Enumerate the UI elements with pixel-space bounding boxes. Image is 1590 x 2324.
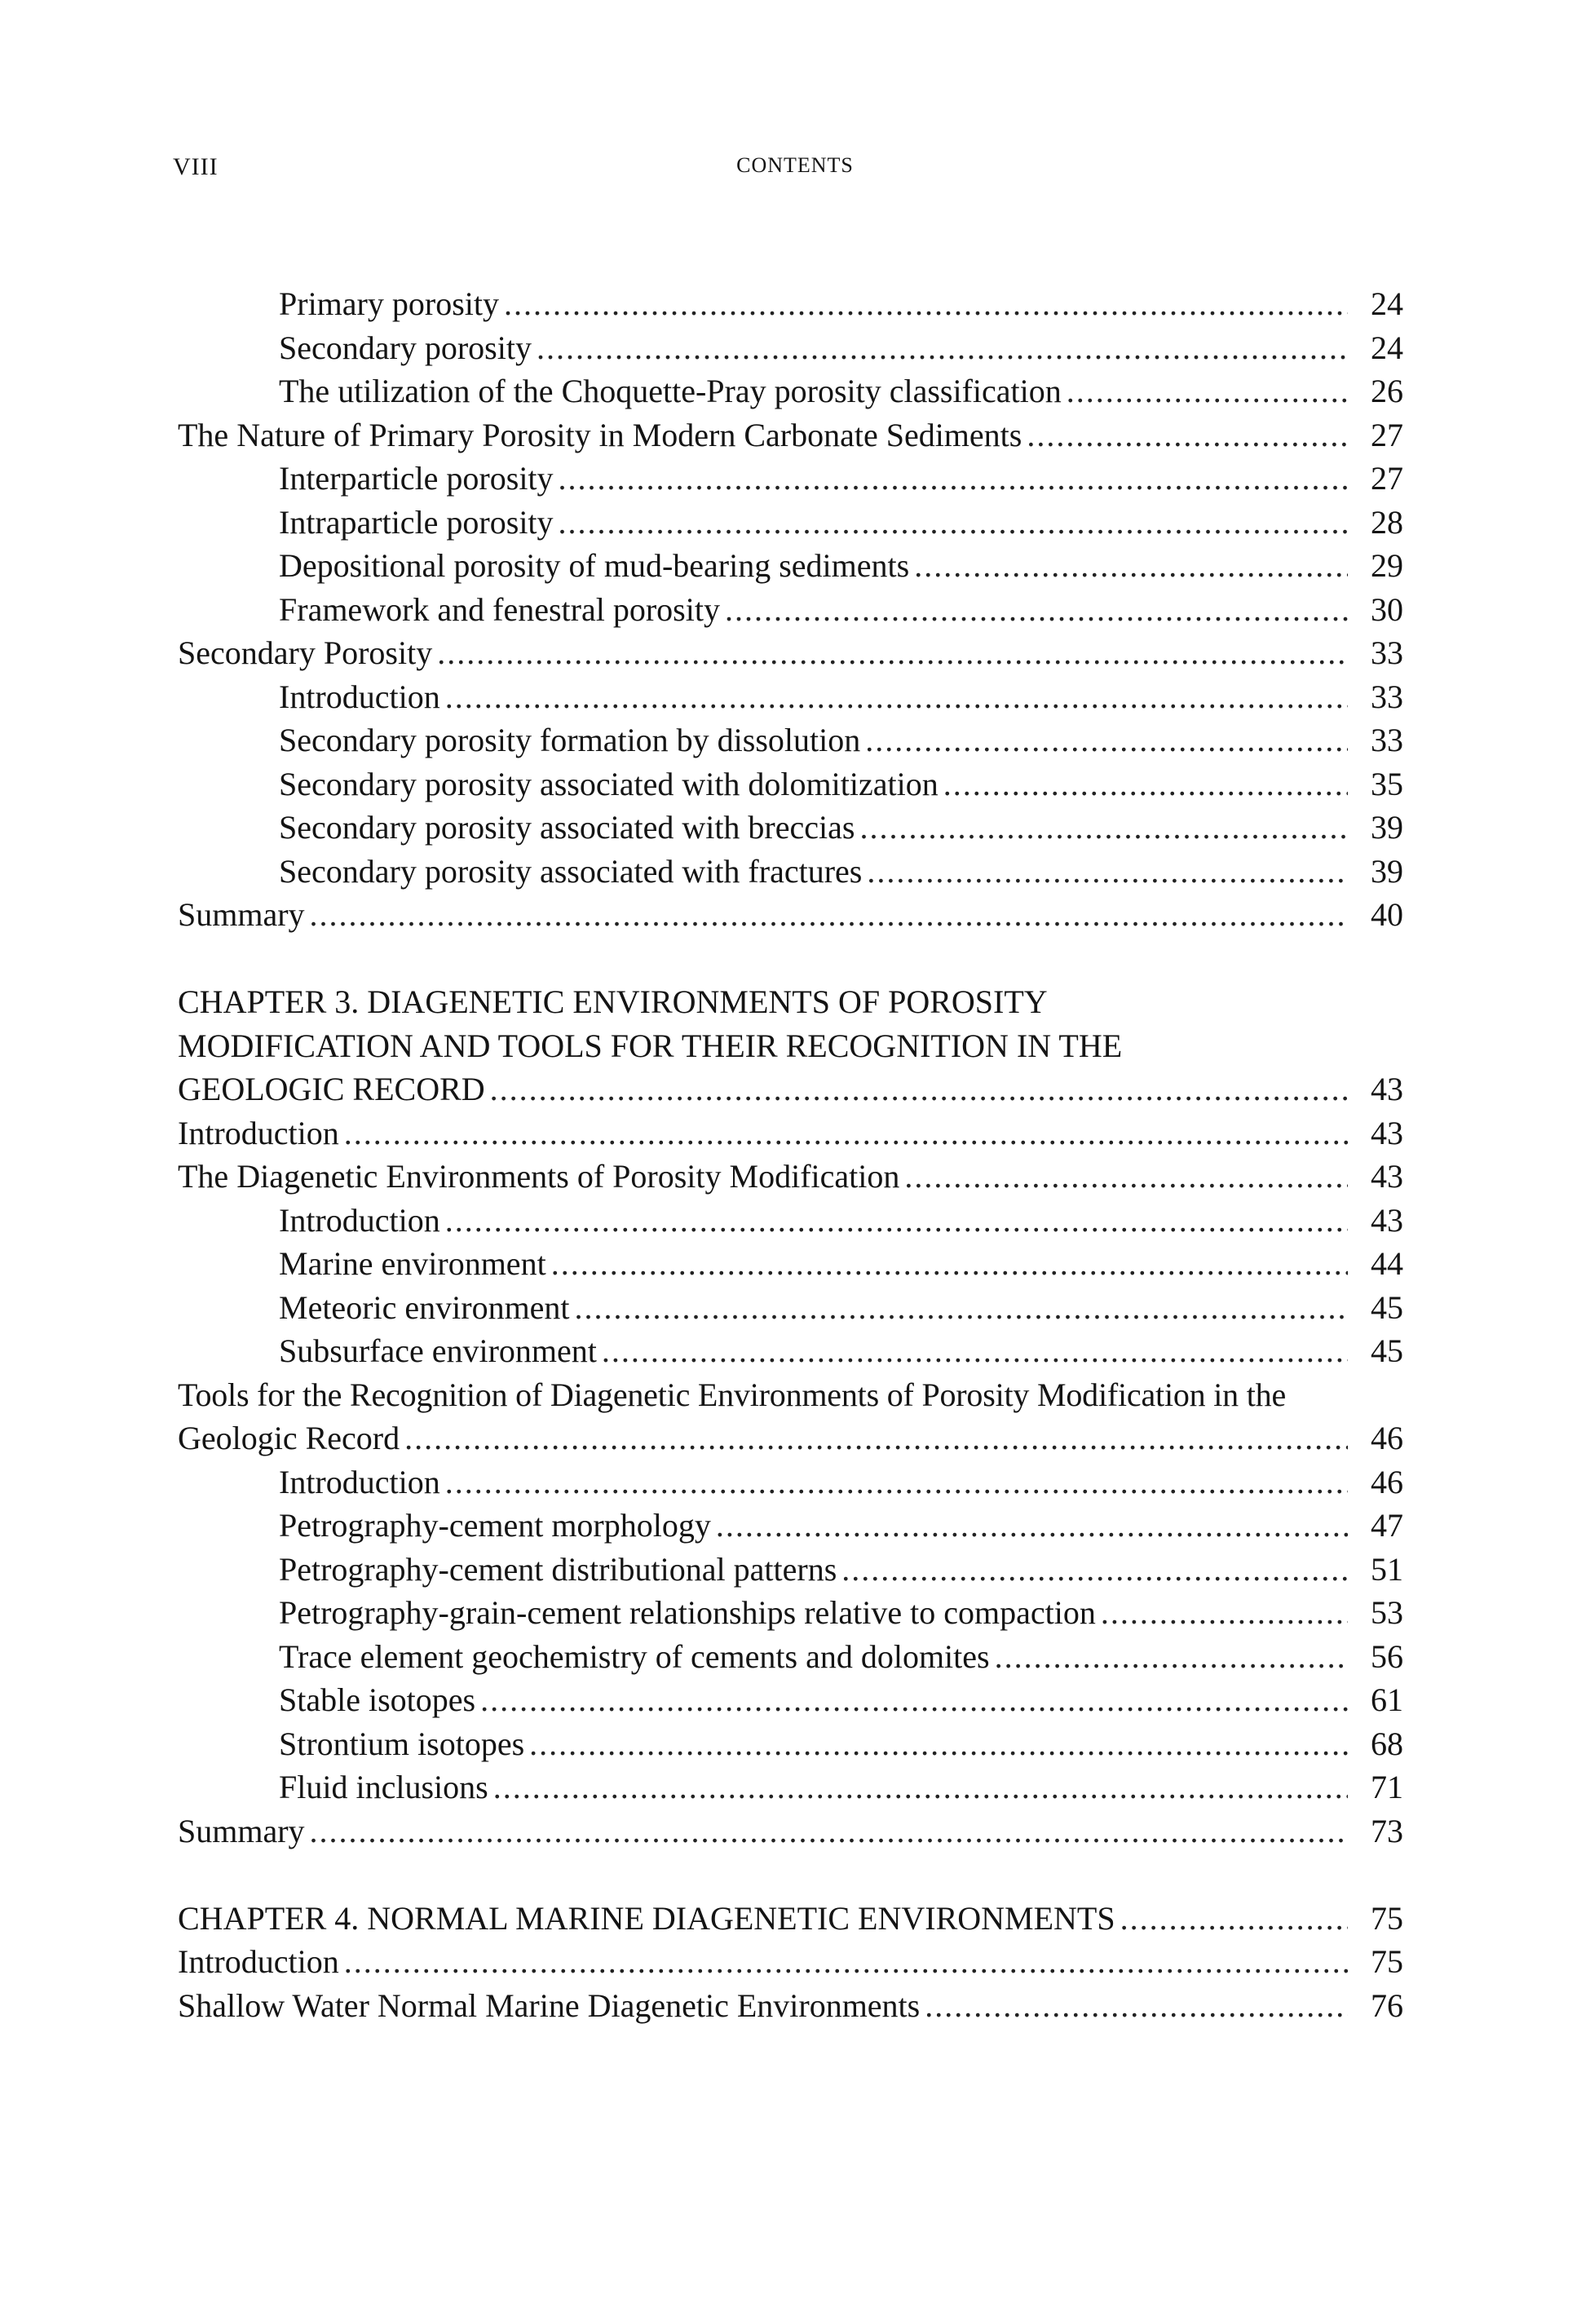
toc-entry-page: 45 (1371, 1332, 1403, 1369)
toc-chapter[interactable] (178, 1067, 1403, 1111)
toc-entry-page: 43 (1371, 1114, 1403, 1151)
dot-leader (493, 1765, 1348, 1809)
toc-entry-page: 39 (1371, 809, 1403, 846)
toc-entry[interactable] (178, 1635, 1403, 1679)
toc-entry-page: 33 (1371, 678, 1403, 715)
toc-entry-page: 46 (1371, 1420, 1403, 1456)
dot-leader (1027, 413, 1348, 457)
dot-leader (914, 544, 1348, 588)
toc-entry-page: 56 (1371, 1637, 1403, 1675)
dot-leader (867, 850, 1348, 894)
tools-section-title-line-1: Tools for the Recognition of Diagenetic Environments of Porosity Modification in the (178, 1376, 1287, 1413)
toc-entry-title: Strontium isotopes (279, 1725, 525, 1762)
toc-entry[interactable] (178, 501, 1403, 545)
toc-section[interactable] (178, 1940, 1403, 1984)
toc-entry[interactable] (178, 718, 1403, 762)
dot-leader (344, 1940, 1348, 1984)
dot-leader (551, 1242, 1348, 1286)
toc-entry-title: CHAPTER 4. NORMAL MARINE DIAGENETIC ENVIRONMENTS (178, 1899, 1115, 1937)
dot-leader (859, 806, 1348, 850)
toc-entry[interactable] (178, 369, 1403, 413)
toc-entry-title: Petrography-cement morphology (279, 1507, 711, 1544)
toc-entry-page: 71 (1371, 1769, 1403, 1805)
dot-leader (310, 1809, 1348, 1853)
spacer (178, 937, 1403, 981)
toc-entry[interactable] (178, 282, 1403, 326)
toc-entry-page: 45 (1371, 1288, 1403, 1326)
toc-entry-title: Secondary porosity associated with dolomitization (279, 765, 939, 802)
toc-entry[interactable] (178, 1504, 1403, 1548)
toc-entry-page: 73 (1371, 1812, 1403, 1849)
toc-entry-page: 27 (1371, 416, 1403, 453)
dot-leader (943, 762, 1348, 806)
toc-entry[interactable] (178, 762, 1403, 806)
toc-entry-page: 76 (1371, 1986, 1403, 2024)
toc-entry-title: Meteoric environment (279, 1288, 570, 1326)
toc-entry-title: Introduction (178, 1114, 339, 1151)
dot-leader (504, 282, 1348, 326)
toc-entry-title: Petrography-grain-cement relationships relative to compaction (279, 1594, 1096, 1631)
dot-leader (404, 1416, 1348, 1460)
toc-entry-page: 39 (1371, 852, 1403, 890)
toc-entry-page: 40 (1371, 896, 1403, 933)
dot-leader (716, 1504, 1348, 1548)
toc-entry-title: The Nature of Primary Porosity in Modern Carbonate Sediments (178, 416, 1022, 453)
toc-entry-title: Framework and fenestral porosity (279, 590, 720, 628)
toc-entry-page: 46 (1371, 1463, 1403, 1500)
toc-entry[interactable] (178, 1591, 1403, 1635)
toc-entry-page: 68 (1371, 1725, 1403, 1762)
toc-entry-page: 43 (1371, 1201, 1403, 1239)
dot-leader (490, 1067, 1348, 1111)
dot-leader (995, 1635, 1348, 1679)
toc-entry-title: Interparticle porosity (279, 460, 554, 497)
toc-entry-page: 27 (1371, 460, 1403, 497)
toc-entry-page: 33 (1371, 634, 1403, 671)
toc-entry[interactable] (178, 850, 1403, 894)
running-title: CONTENTS (736, 153, 854, 177)
toc-entry-title: Introduction (279, 1201, 440, 1239)
toc-entry-page: 29 (1371, 547, 1403, 584)
toc-entry-page: 33 (1371, 722, 1403, 758)
table-of-contents (178, 282, 1403, 2027)
dot-leader (865, 718, 1348, 762)
page-number: VIII (173, 153, 219, 180)
toc-section[interactable] (178, 1809, 1403, 1853)
dot-leader (559, 501, 1348, 545)
dot-leader (1067, 369, 1348, 413)
chapter-3-title-line-2: MODIFICATION AND TOOLS FOR THEIR RECOGNITION IN THE (178, 1027, 1123, 1064)
toc-entry-title: Introduction (279, 678, 440, 715)
toc-entry-title: Secondary porosity associated with fractures (279, 852, 863, 890)
chapter-3-title-line-1: CHAPTER 3. DIAGENETIC ENVIRONMENTS OF POROSITY (178, 983, 1048, 1020)
toc-entry-title: Intraparticle porosity (279, 503, 554, 541)
dot-leader (1120, 1897, 1348, 1941)
toc-chapter[interactable] (178, 1897, 1403, 1941)
dot-leader (1101, 1591, 1348, 1635)
toc-section[interactable] (178, 1111, 1403, 1155)
toc-entry[interactable] (178, 1765, 1403, 1809)
toc-entry-page: 53 (1371, 1594, 1403, 1631)
toc-entry-page: 75 (1371, 1943, 1403, 1980)
toc-entry-title: Petrography-cement distributional patterns (279, 1550, 837, 1588)
toc-entry[interactable] (178, 1678, 1403, 1722)
toc-entry-page: 28 (1371, 503, 1403, 541)
toc-entry[interactable] (178, 588, 1403, 632)
toc-section[interactable] (178, 413, 1403, 457)
toc-entry[interactable] (178, 1199, 1403, 1243)
toc-entry-title: The Diagenetic Environments of Porosity Modification (178, 1158, 900, 1195)
chapter-3-title-line-3: GEOLOGIC RECORD (178, 1071, 485, 1107)
spacer (178, 1853, 1403, 1897)
toc-section[interactable] (178, 1416, 1403, 1460)
dot-leader (445, 1199, 1348, 1243)
page-header (0, 153, 1590, 194)
toc-entry[interactable] (178, 326, 1403, 370)
toc-entry-title: Summary (178, 896, 305, 933)
toc-entry-title: Secondary porosity associated with breccias (279, 809, 855, 846)
toc-entry-title: Trace element geochemistry of cements and dolomites (279, 1637, 990, 1675)
toc-entry-page: 24 (1371, 285, 1403, 322)
toc-entry-page: 44 (1371, 1245, 1403, 1282)
dot-leader (310, 893, 1348, 937)
toc-entry-title: Stable isotopes (279, 1681, 476, 1718)
toc-entry-title: Summary (178, 1812, 305, 1849)
toc-entry-title: Primary porosity (279, 285, 499, 322)
dot-leader (437, 631, 1348, 675)
dot-leader (841, 1548, 1348, 1592)
toc-entry[interactable] (178, 457, 1403, 501)
toc-entry-title: Shallow Water Normal Marine Diagenetic Environments (178, 1986, 921, 2024)
dot-leader (559, 457, 1348, 501)
toc-entry-title: Depositional porosity of mud-bearing sediments (279, 547, 910, 584)
dot-leader (602, 1329, 1348, 1373)
toc-entry[interactable] (178, 1722, 1403, 1766)
toc-entry-page: 26 (1371, 373, 1403, 409)
toc-entry[interactable] (178, 1548, 1403, 1592)
toc-entry-title: Secondary Porosity (178, 634, 433, 671)
tools-section-title-line-2: Geologic Record (178, 1420, 400, 1456)
toc-entry[interactable] (178, 675, 1403, 719)
dot-leader (725, 588, 1348, 632)
dot-leader (537, 326, 1348, 370)
toc-section[interactable] (178, 1155, 1403, 1199)
toc-entry[interactable] (178, 1460, 1403, 1504)
toc-entry-page: 61 (1371, 1681, 1403, 1718)
toc-entry-page: 47 (1371, 1507, 1403, 1544)
toc-entry-title: Marine environment (279, 1245, 546, 1282)
toc-entry-page: 51 (1371, 1550, 1403, 1588)
dot-leader (529, 1722, 1348, 1766)
toc-section[interactable] (178, 631, 1403, 675)
dot-leader (480, 1678, 1348, 1722)
toc-section[interactable] (178, 1984, 1403, 2028)
toc-entry-title: Secondary porosity formation by dissolution (279, 722, 861, 758)
toc-entry[interactable] (178, 544, 1403, 588)
dot-leader (575, 1286, 1348, 1330)
toc-entry-page: 75 (1371, 1899, 1403, 1937)
toc-entry[interactable] (178, 806, 1403, 850)
toc-section[interactable] (178, 893, 1403, 937)
toc-entry-page: 43 (1371, 1071, 1403, 1107)
toc-entry-title: Introduction (279, 1463, 440, 1500)
dot-leader (445, 1460, 1348, 1504)
toc-entry[interactable] (178, 1242, 1403, 1286)
toc-entry[interactable] (178, 1286, 1403, 1330)
toc-entry-page: 35 (1371, 765, 1403, 802)
toc-entry-title: Secondary porosity (279, 329, 532, 366)
toc-entry-page: 43 (1371, 1158, 1403, 1195)
toc-entry[interactable] (178, 1329, 1403, 1373)
dot-leader (445, 675, 1348, 719)
toc-entry-page: 24 (1371, 329, 1403, 366)
toc-entry-page: 30 (1371, 590, 1403, 628)
dot-leader (925, 1984, 1348, 2028)
dot-leader (344, 1111, 1348, 1155)
toc-entry-title: Subsurface environment (279, 1332, 597, 1369)
toc-entry-title: The utilization of the Choquette-Pray porosity classification (279, 373, 1062, 409)
dot-leader (904, 1155, 1348, 1199)
toc-entry-title: Introduction (178, 1943, 339, 1980)
toc-entry-title: Fluid inclusions (279, 1769, 488, 1805)
